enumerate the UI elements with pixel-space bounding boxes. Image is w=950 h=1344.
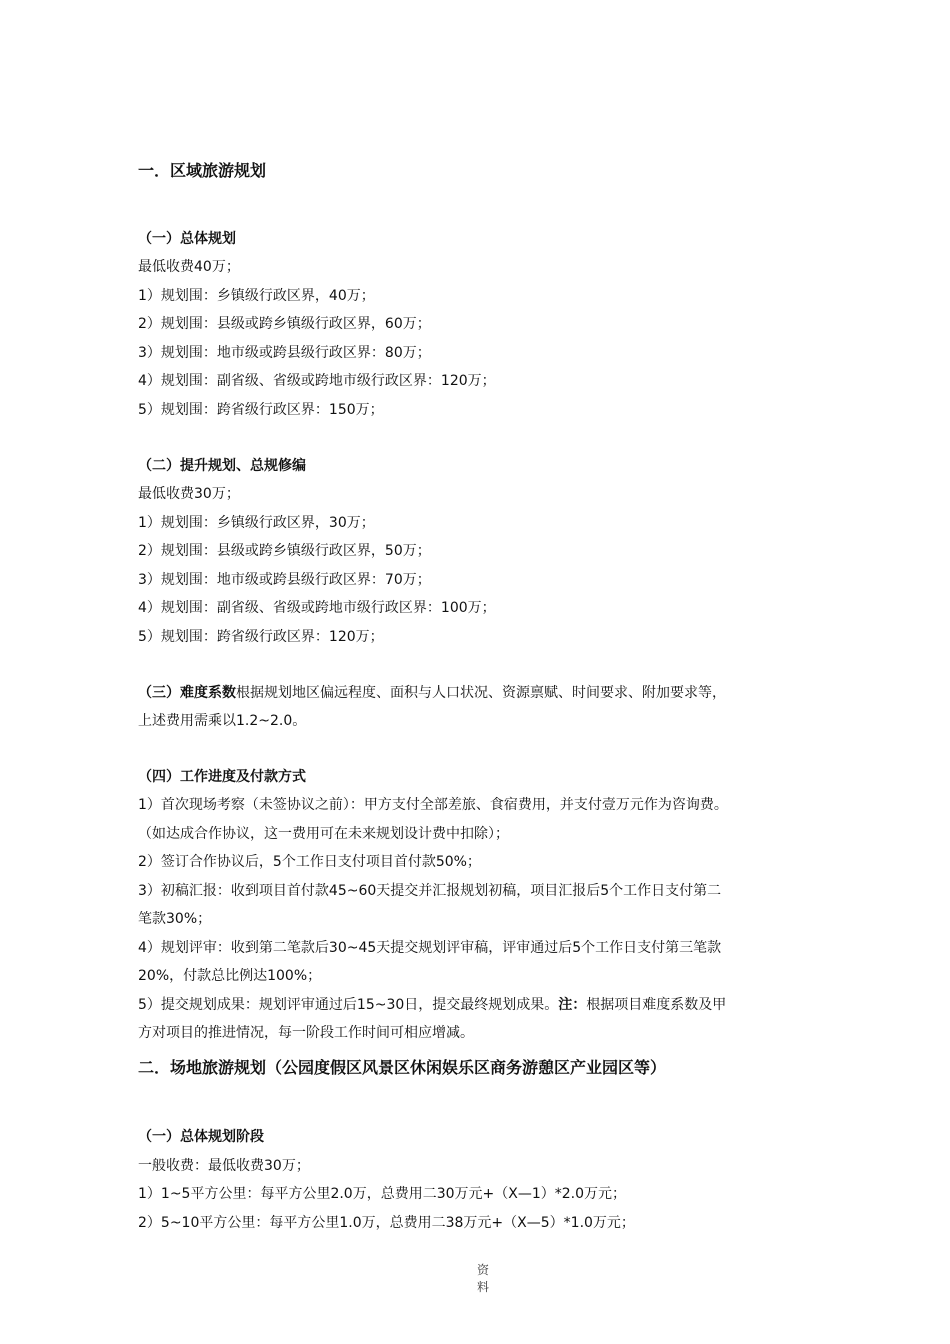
- payment-line: 2）签订合作协议后，5个工作日支付项目首付款50%；: [138, 854, 481, 870]
- total-stage-item: 1）1~5平方公里：每平方公里2.0万，总费用二30万元+（X—1）*2.0万元；: [138, 1186, 627, 1202]
- payment-final-text-cont: 根据项目难度系数及甲: [586, 997, 727, 1013]
- payment-final-line2: 方对项目的推进情况，每一阶段工作时间可相应增减。: [138, 1025, 474, 1041]
- payment-line: 1）首次现场考察（未签协议之前）：甲方支付全部差旅、食宿费用，并支付壹万元作为咨询费。: [138, 797, 728, 813]
- upgrade-plan-item: 3）规划围：地市级或跨县级行政区界：70万；: [138, 572, 431, 588]
- total-plan-heading: （一）总体规划: [138, 231, 236, 247]
- upgrade-plan-heading: （二）提升规划、总规修编: [138, 458, 306, 474]
- payment-heading: （四）工作进度及付款方式: [138, 769, 306, 785]
- total-stage-item: 2）5~10平方公里：每平方公里1.0万，总费用二38万元+（X—5）*1.0万元；: [138, 1215, 635, 1231]
- payment-line: （如达成合作协议，这一费用可在未来规划设计费中扣除）；: [138, 826, 509, 842]
- payment-line: 4）规划评审：收到第二笔款后30~45天提交规划评审稿，评审通过后5个工作日支付第三笔款: [138, 940, 722, 956]
- footer-char: 资: [476, 1263, 489, 1277]
- total-plan-min-fee: 最低收费40万；: [138, 259, 240, 275]
- payment-line: 3）初稿汇报：收到项目首付款45~60天提交并汇报规划初稿，项目汇报后5个工作日支付第二: [138, 883, 722, 899]
- difficulty-paragraph: [138, 683, 726, 703]
- section1-title: 一．区域旅游规划: [138, 161, 267, 180]
- difficulty-text-line2: 上述费用需乘以1.2~2.0。: [138, 713, 307, 729]
- upgrade-plan-item: 4）规划围：副省级、省级或跨地市级行政区界：100万；: [138, 600, 496, 616]
- payment-final-text: 5）提交规划成果：规划评审通过后15~30日，提交最终规划成果。: [138, 997, 559, 1013]
- total-plan-item: 3）规划围：地市级或跨县级行政区界：80万；: [138, 345, 431, 361]
- footer-char: 料: [476, 1280, 489, 1294]
- payment-line: 20%，付款总比例达100%；: [138, 968, 322, 984]
- total-stage-fee: 一般收费：最低收费30万；: [138, 1158, 310, 1174]
- total-plan-item: 1）规划围：乡镇级行政区界，40万；: [138, 288, 375, 304]
- payment-final-line: [138, 995, 726, 1015]
- total-plan-item: 5）规划围：跨省级行政区界：150万；: [138, 402, 384, 418]
- difficulty-text: 根据规划地区偏远程度、面积与人口状况、资源禀赋、时间要求、附加要求等，: [236, 685, 726, 701]
- note-label: 注：: [558, 997, 587, 1013]
- upgrade-plan-item: 2）规划围：县级或跨乡镇级行政区界，50万；: [138, 543, 431, 559]
- upgrade-plan-item: 5）规划围：跨省级行政区界：120万；: [138, 629, 384, 645]
- total-plan-item: 2）规划围：县级或跨乡镇级行政区界，60万；: [138, 316, 431, 332]
- total-stage-heading: （一）总体规划阶段: [138, 1129, 264, 1145]
- page-footer: [476, 1262, 490, 1296]
- payment-line: 笔款30%；: [138, 911, 212, 927]
- upgrade-plan-item: 1）规划围：乡镇级行政区界，30万；: [138, 515, 375, 531]
- section2-title: 二．场地旅游规划（公园度假区风景区休闲娱乐区商务游憩区产业园区等）: [138, 1058, 667, 1077]
- upgrade-plan-min-fee: 最低收费30万；: [138, 486, 240, 502]
- difficulty-heading: （三）难度系数: [138, 685, 236, 701]
- total-plan-item: 4）规划围：副省级、省级或跨地市级行政区界：120万；: [138, 373, 496, 389]
